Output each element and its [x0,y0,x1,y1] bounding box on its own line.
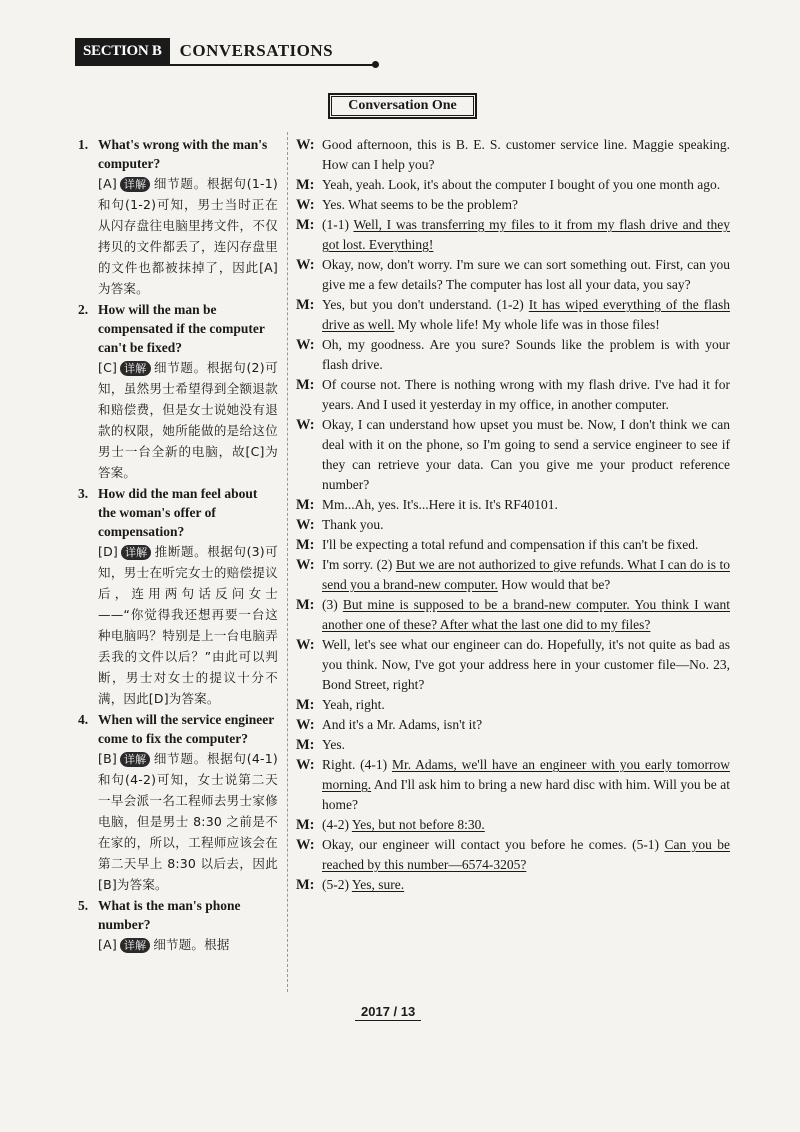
dialogue-text: (3) [322,597,343,612]
question-number: 5. [78,898,89,913]
dialogue-line [296,595,730,635]
dialogue-text: How would that be? [497,577,611,592]
dialogue-line [296,175,730,195]
speaker-label: W: [296,137,315,153]
underlined-text: Well, I was transferring my files to it from my flash drive and they got lost. Everything! [322,217,730,252]
detail-tag: 详解 [120,752,150,767]
dialogue-text: Mm...Ah, yes. It's...Here it is. It's RF40101. [322,497,558,512]
question-type: 细节题。 [153,937,205,952]
dialogue-text: Yeah, yeah. Look, it's about the computer I bought of you one month ago. [322,177,721,192]
underlined-text: Can you be reached by this number—6574-3205? [322,837,730,872]
question-number: 2. [78,302,89,317]
detail-tag: 详解 [120,938,150,953]
speaker-label: M: [296,537,315,553]
question-item [78,896,278,955]
dialogue-line [296,255,730,295]
header-dot [372,61,379,68]
dialogue-text: Well, let's see what our engineer can do. Hopefully, it's not quite as bad as you think. Now, I've got your address here in your customer file—No. 23, Bond Street, right? [322,637,730,692]
dialogue-text: Yes. What seems to be the problem? [322,197,518,212]
detail-tag: 详解 [120,177,150,192]
underlined-text: It has wiped everything of the flash drive as well. [322,297,730,332]
question-number: 3. [78,486,89,501]
question-stem: When will the service engineer come to fix the computer? [98,712,274,746]
question-stem: How did the man feel about the woman's offer of compensation? [98,486,258,539]
underlined-text: But mine is supposed to be a brand-new computer. You think I want another one of these? After what the last one did to my files? [322,597,730,632]
speaker-label: W: [296,197,315,213]
dialogue-text: Right. (4-1) [322,757,392,772]
dialogue-text: (5-2) [322,877,352,892]
detail-tag: 详解 [120,361,150,376]
question-type: 推断题。 [154,544,208,559]
dialogue-line [296,835,730,875]
speaker-label: W: [296,257,315,273]
dialogue-line [296,755,730,815]
dialogue-text: I'll be expecting a total refund and compensation if this can't be fixed. [322,537,699,552]
speaker-label: M: [296,737,315,753]
dialogue-line [296,695,730,715]
question-item [78,484,278,709]
speaker-label: M: [296,817,315,833]
dialogue-line [296,295,730,335]
underlined-text: But we are not authorized to give refunds. What I can do is to send you a brand-new computer. [322,557,730,592]
question-text [78,300,278,357]
dialogue-text: Okay, now, don't worry. I'm sure we can sort something out. First, can you give me a few details? The computer has lost all your data, you say? [322,257,730,292]
header-rule [75,64,375,66]
dialogue-text: (4-2) [322,817,352,832]
speaker-label: M: [296,177,315,193]
dialogue-line [296,715,730,735]
question-type: 细节题。 [153,360,207,375]
speaker-label: W: [296,557,315,573]
dialogue-column [296,135,730,895]
dialogue-line [296,735,730,755]
dialogue-line [296,495,730,515]
speaker-label: M: [296,877,315,893]
dialogue-line [296,195,730,215]
speaker-label: M: [296,497,315,513]
speaker-label: W: [296,417,315,433]
underlined-text: Mr. Adams, we'll have an engineer with you early tomorrow morning. [322,757,730,792]
section-header [75,38,333,64]
explanation-text: 根据句(4-1)和句(4-2)可知，女士说第二天一早会派一名工程师去男士家修电脑，但是男士 8:30 之前是不在家的，所以，工程师应该会在第二天早上 8:30 以后去，因此[B]为答案。 [98,751,278,892]
section-label: SECTION B [75,38,170,64]
dialogue-text: Okay, I can understand how upset you must be. Now, I don't think we can deal with it on the phone, so I'm going to send a service engineer to see if they can retrieve your data. Can you give me your product reference number? [322,417,730,492]
speaker-label: W: [296,517,315,533]
dialogue-text: Yes, but you don't understand. (1-2) [322,297,529,312]
dialogue-text: My whole life! My whole life was in those files! [394,317,660,332]
question-stem: How will the man be compensated if the computer can't be fixed? [98,302,265,355]
question-text [78,710,278,748]
speaker-label: W: [296,717,315,733]
dialogue-text: Yeah, right. [322,697,385,712]
answer-key: [A] [98,937,117,952]
column-divider [287,132,288,992]
dialogue-text: And I'll ask him to bring a new hard disc with him. Will you be at home? [322,777,730,812]
speaker-label: M: [296,597,315,613]
dialogue-line [296,135,730,175]
explanation-text: 根据句(3)可知，男士在听完女士的赔偿提议后，连用两句话反问女士——“你觉得我还想再要一台这种电脑吗？特别是上一台电脑弄丢我的文件以后？”由此可以判断，男士对女士的提议十分不满，因此[D]为答案。 [98,544,278,706]
question-stem: What is the man's phone number? [98,898,241,932]
section-title: CONVERSATIONS [179,41,334,60]
explanation-text: 根据句(1-1)和句(1-2)可知，男士当时正在从闪存盘往电脑里拷文件，不仅拷贝的文件都丢了，连闪存盘里的文件也都被抹掉了，因此[A]为答案。 [98,176,278,296]
speaker-label: W: [296,637,315,653]
dialogue-line [296,215,730,255]
page-number: 2017 / 13 [355,1004,421,1021]
speaker-label: W: [296,837,315,853]
dialogue-line [296,415,730,495]
speaker-label: W: [296,757,315,773]
explanation-text: 根据 [204,937,230,952]
question-type: 细节题。 [153,176,207,191]
answer-key: [A] [98,176,117,191]
speaker-label: M: [296,217,315,233]
detail-tag: 详解 [121,545,151,560]
question-type: 细节题。 [153,751,207,766]
answer-explanation [78,934,278,955]
dialogue-text: Thank you. [322,517,384,532]
explanation-text: 根据句(2)可知，虽然男士希望得到全额退款和赔偿费，但是女士说她没有退款的权限，她所能做的是给这位男士一台全新的电脑，故[C]为答案。 [98,360,278,480]
underlined-text: Yes, but not before 8:30. [351,817,485,832]
answer-explanation [78,541,278,709]
dialogue-line [296,375,730,415]
answer-explanation [78,748,278,895]
dialogue-text: Of course not. There is nothing wrong with my flash drive. I've had it for years. And I used it yesterday in my office, in another computer. [322,377,730,412]
dialogue-line [296,815,730,835]
answer-key: [C] [98,360,118,375]
dialogue-line [296,535,730,555]
dialogue-text: Yes. [322,737,346,752]
dialogue-text: Good afternoon, this is B. E. S. customer service line. Maggie speaking. How can I help you? [322,137,730,172]
speaker-label: M: [296,377,315,393]
speaker-label: M: [296,697,315,713]
question-item [78,300,278,483]
dialogue-line [296,875,730,895]
question-item [78,135,278,299]
question-stem: What's wrong with the man's computer? [98,137,268,171]
question-item [78,710,278,895]
question-number: 1. [78,137,89,152]
dialogue-line [296,635,730,695]
dialogue-line [296,515,730,535]
dialogue-line [296,555,730,595]
speaker-label: M: [296,297,315,313]
answer-explanation [78,173,278,299]
dialogue-text: I'm sorry. (2) [322,557,396,572]
dialogue-text: (1-1) [322,217,354,232]
question-number: 4. [78,712,89,727]
dialogue-text: Okay, our engineer will contact you before he comes. (5-1) [322,837,665,852]
dialogue-line [296,335,730,375]
underlined-text: Yes, sure. [351,877,405,892]
speaker-label: W: [296,337,315,353]
questions-column [78,135,278,956]
conversation-title: Conversation One [328,93,477,119]
dialogue-text: Oh, my goodness. Are you sure? Sounds like the problem is with your flash drive. [322,337,730,372]
question-text [78,135,278,173]
dialogue-text: And it's a Mr. Adams, isn't it? [322,717,483,732]
question-text [78,484,278,541]
answer-explanation [78,357,278,483]
question-text [78,896,278,934]
answer-key: [B] [98,751,117,766]
answer-key: [D] [98,544,118,559]
